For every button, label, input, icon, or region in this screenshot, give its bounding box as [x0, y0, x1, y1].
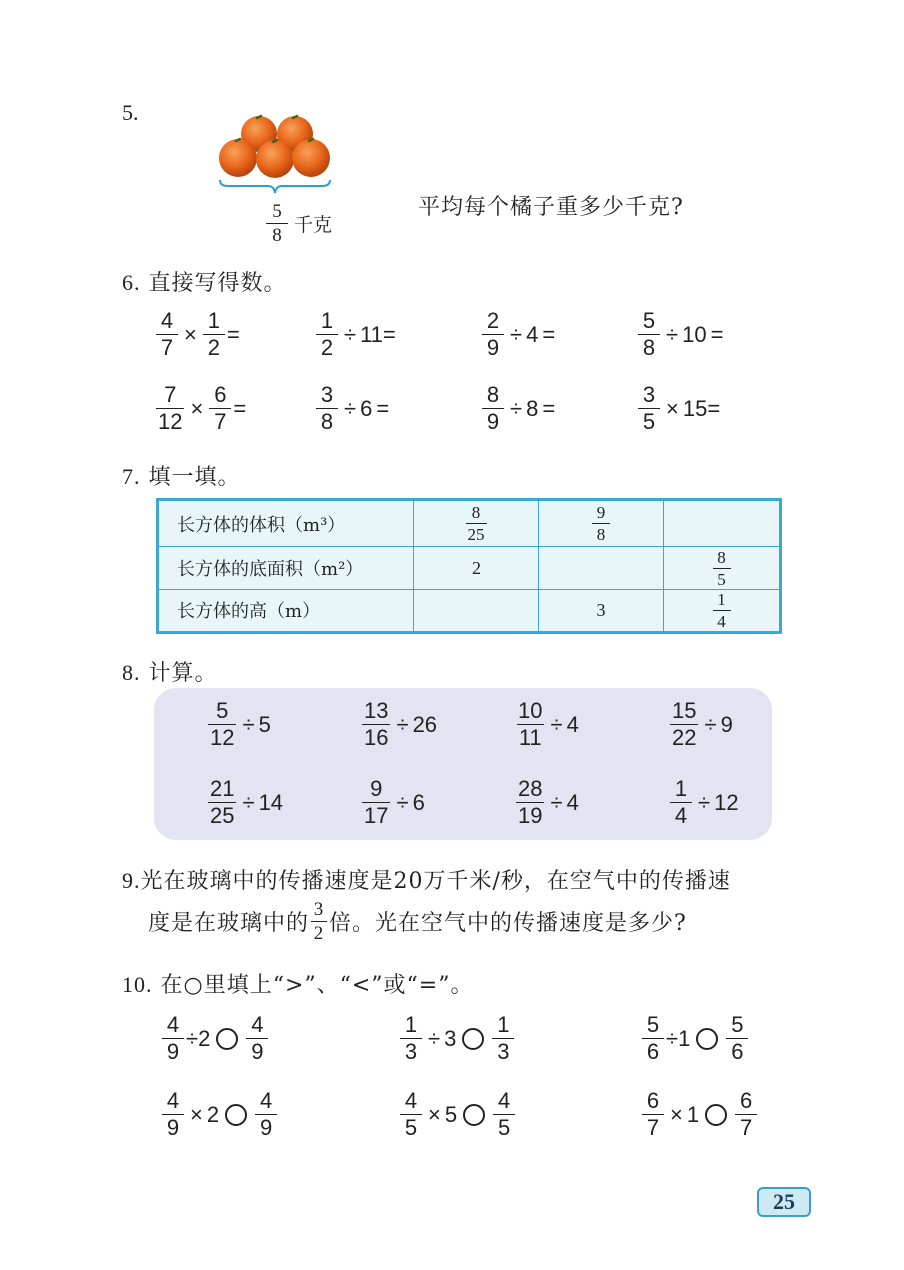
q8-expr: $\frac{13}{16}$ ÷ 26: [364, 698, 438, 750]
table-row-label: 长方体的高（m）: [159, 589, 414, 631]
q5-weight: $\frac{5}{8}$ 千克: [264, 202, 332, 245]
q10-expr: $\frac{4}{9}$ × 2 $\frac{4}{9}$: [160, 1090, 279, 1139]
q6-expr: $\frac{4}{7}$ × $\frac{1}{2}$ =: [154, 310, 240, 359]
table-row: [159, 589, 780, 631]
table-cell-empty[interactable]: [414, 589, 539, 631]
q6-heading: 6. 直接写得数。: [122, 270, 287, 296]
q8-expr: $\frac{10}{11}$ ÷ 4: [518, 698, 579, 750]
page-number: 25: [757, 1187, 811, 1217]
q5-number: 5.: [122, 100, 139, 125]
q10-expr: $\frac{1}{3}$ ÷ 3 $\frac{1}{3}$: [398, 1014, 516, 1063]
q10-expr: $\frac{5}{6}$ ÷ 1 $\frac{5}{6}$: [640, 1014, 750, 1063]
table-cell[interactable]: $\frac{8}{5}$: [664, 547, 780, 589]
q6-expr: $\frac{8}{9}$ ÷ 8 =: [480, 384, 559, 433]
table-row: [159, 547, 780, 589]
q6-expr: $\frac{1}{2}$ ÷ 11 =: [314, 310, 396, 359]
table-cell-empty[interactable]: [539, 547, 664, 589]
table-cell[interactable]: 2: [414, 547, 539, 589]
fill-table: [158, 500, 780, 632]
table-row-label: 长方体的体积（m³）: [159, 501, 414, 547]
q6-expr: $\frac{3}{5}$ × 15 =: [636, 384, 720, 433]
table-cell[interactable]: $\frac{9}{8}$: [539, 501, 664, 547]
q6-expr: $\frac{7}{12}$ × $\frac{6}{7}$ =: [158, 382, 247, 434]
q8-expr: $\frac{28}{19}$ ÷ 4: [518, 776, 579, 828]
compare-circle[interactable]: [225, 1104, 247, 1126]
q6-expr: $\frac{5}{8}$ ÷ 10 =: [636, 310, 727, 359]
q8-expr: $\frac{9}{17}$ ÷ 6: [364, 776, 425, 828]
q8-expr: $\frac{1}{4}$ ÷ 12: [668, 778, 739, 827]
table-cell-empty[interactable]: [664, 501, 780, 547]
q8-expr: $\frac{5}{12}$ ÷ 5: [210, 698, 271, 750]
table-row: [159, 501, 780, 547]
compare-circle[interactable]: [216, 1028, 238, 1050]
q6-expr: $\frac{2}{9}$ ÷ 4 =: [480, 310, 559, 359]
compare-circle[interactable]: [462, 1028, 484, 1050]
q8-expr: $\frac{15}{22}$ ÷ 9: [672, 698, 733, 750]
q5-question: 平均每个橘子重多少千克?: [418, 195, 684, 220]
q8-heading: 8. 计算。: [122, 660, 218, 686]
q8-expr: $\frac{21}{25}$ ÷ 14: [210, 776, 284, 828]
q10-heading: 10. 在○里填上“>”、“<”或“=”。: [122, 972, 474, 998]
q9-line1: 9.光在玻璃中的传播速度是20万千米/秒，在空气中的传播速: [122, 868, 731, 894]
q10-expr: $\frac{4}{5}$ × 5 $\frac{4}{5}$: [398, 1090, 517, 1139]
compare-circle[interactable]: [696, 1028, 718, 1050]
q7-heading: 7. 填一填。: [122, 464, 241, 490]
q10-expr: $\frac{6}{7}$ × 1 $\frac{6}{7}$: [640, 1090, 759, 1139]
q9-line2: 度是在玻璃中的 $\frac{3}{2}$ 倍。光在空气中的传播速度是多少?: [148, 899, 687, 944]
table-cell[interactable]: $\frac{1}{4}$: [664, 589, 780, 631]
table-cell[interactable]: $\frac{8}{25}$: [414, 501, 539, 547]
q6-expr: $\frac{3}{8}$ ÷ 6 =: [314, 384, 393, 433]
compare-circle[interactable]: [463, 1104, 485, 1126]
compare-circle[interactable]: [705, 1104, 727, 1126]
table-row-label: 长方体的底面积（m²）: [159, 547, 414, 589]
orange-icon: [219, 116, 330, 178]
oranges-illustration: [214, 112, 338, 196]
table-cell[interactable]: 3: [539, 589, 664, 631]
q10-expr: $\frac{4}{9}$ ÷ 2 $\frac{4}{9}$: [160, 1014, 270, 1063]
